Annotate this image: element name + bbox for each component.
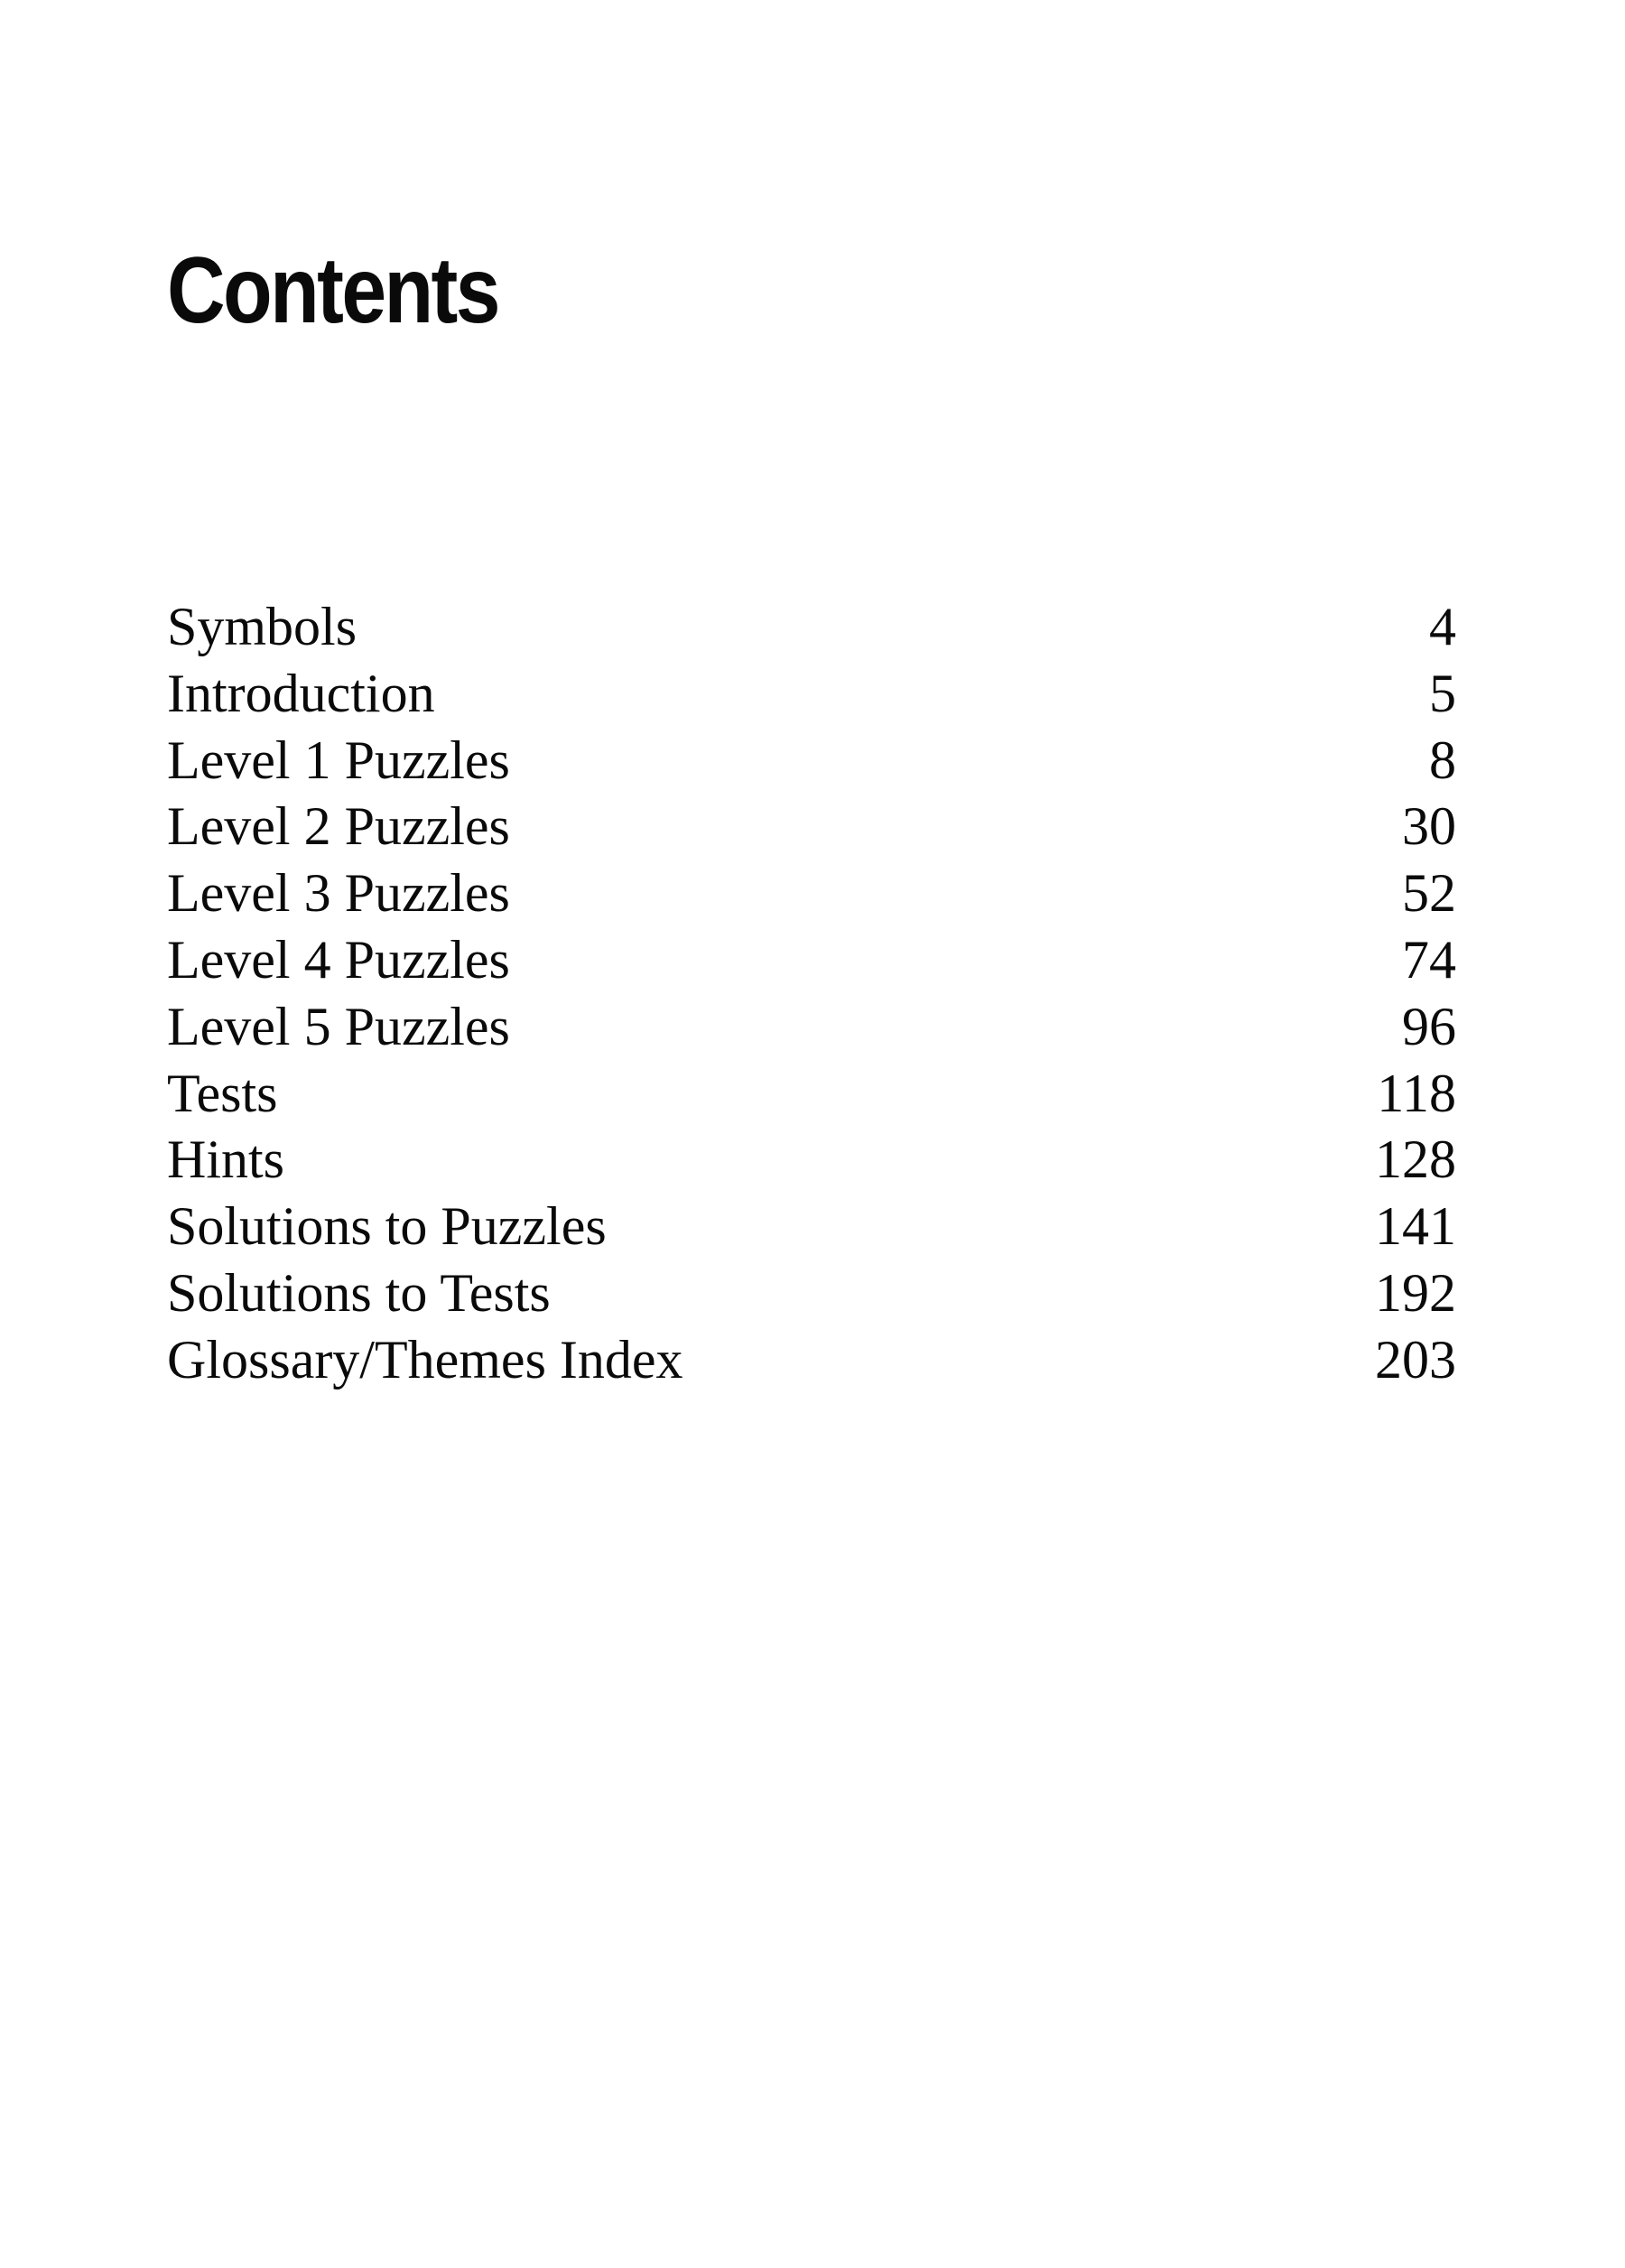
toc-entry-label: Level 1 Puzzles (167, 730, 510, 790)
toc-entry-page-number: 4 (1429, 597, 1456, 656)
toc-entry-label: Glossary/Themes Index (167, 1329, 683, 1390)
toc-entry-page-number: 128 (1375, 1129, 1456, 1190)
toc-entry (167, 994, 1456, 1061)
page-title: Contents (167, 238, 498, 343)
toc-entry-label: Level 5 Puzzles (167, 996, 510, 1056)
table-of-contents (167, 594, 1456, 1394)
toc-entry (167, 927, 1456, 994)
toc-entry-page-number: 118 (1377, 1063, 1456, 1123)
toc-entry-page-number: 52 (1402, 863, 1456, 924)
toc-entry-label: Hints (167, 1129, 285, 1190)
toc-entry-page-number: 5 (1429, 663, 1456, 723)
toc-entry (167, 1260, 1456, 1327)
toc-entry (167, 860, 1456, 927)
toc-entry-page-number: 30 (1402, 796, 1456, 857)
toc-entry-page-number: 8 (1429, 730, 1456, 790)
toc-entry-page-number: 74 (1402, 929, 1456, 990)
toc-entry-label: Level 3 Puzzles (167, 863, 510, 924)
toc-entry-label: Solutions to Puzzles (167, 1196, 607, 1257)
toc-entry (167, 1127, 1456, 1194)
toc-entry-label: Level 4 Puzzles (167, 929, 510, 990)
toc-entry (167, 594, 1456, 661)
toc-entry (167, 794, 1456, 860)
toc-entry (167, 1061, 1456, 1128)
toc-entry-label: Solutions to Tests (167, 1262, 551, 1323)
toc-entry-page-number: 203 (1375, 1329, 1456, 1390)
toc-entry (167, 1194, 1456, 1260)
toc-entry-page-number: 96 (1402, 996, 1456, 1056)
toc-entry-page-number: 141 (1375, 1196, 1456, 1257)
toc-entry-label: Introduction (167, 663, 435, 723)
toc-entry-label: Tests (167, 1063, 278, 1123)
toc-entry-label: Symbols (167, 597, 358, 656)
toc-entry-page-number: 192 (1375, 1262, 1456, 1323)
toc-entry (167, 1327, 1456, 1394)
toc-entry (167, 661, 1456, 728)
toc-entry-label: Level 2 Puzzles (167, 796, 510, 857)
toc-entry (167, 728, 1456, 795)
